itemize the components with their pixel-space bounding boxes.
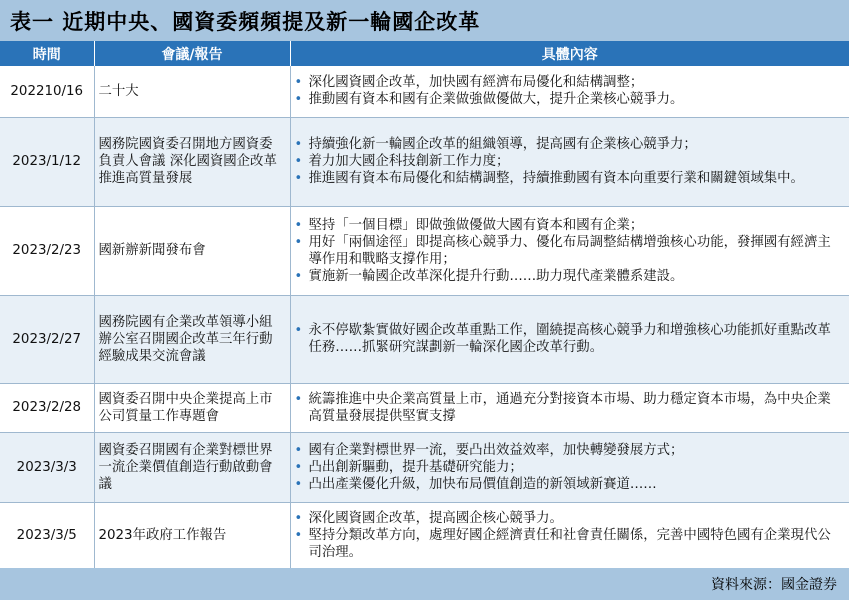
bullet-icon: •: [294, 268, 303, 284]
list-item: • 永不停歇紮實做好國企改革重點工作，圍繞提高核心競爭力和增強核心功能抓好重點改革任務……抓緊研究謀劃新一輪深化國企改革行動。: [294, 323, 831, 355]
bullet-icon: •: [294, 137, 303, 152]
list-item: • 持續強化新一輪國企改革的組織領導，提高國有企業核心競爭力；: [294, 137, 697, 152]
bullet-icon: •: [294, 217, 303, 233]
row-meeting: 國資委召開國有企業對標世界一流企業價值創造行動啟動會議: [94, 432, 290, 502]
list-item: • 國有企業對標世界一流，要凸出效益效率，加快轉變發展方式；: [294, 442, 684, 458]
bullet-icon: •: [294, 391, 303, 407]
row-content: [290, 206, 849, 295]
row-content: [290, 502, 849, 568]
bullet-icon: •: [294, 476, 303, 492]
table-row: [0, 295, 849, 383]
row-date: 2023/3/5: [0, 502, 94, 568]
row-date: 2023/1/12: [0, 117, 94, 206]
table-container: [0, 41, 849, 569]
row-meeting: 二十大: [94, 66, 290, 117]
reform-table: [0, 41, 849, 569]
list-item: • 深化國資國企改革，提高國企核心競爭力。: [294, 510, 563, 526]
table-row: [0, 117, 849, 206]
source-note: 資料來源：國金證券: [711, 577, 837, 593]
row-meeting: 國新辦新聞發布會: [94, 206, 290, 295]
row-content: [290, 66, 849, 117]
list-item: • 用好「兩個途徑」即提高核心競爭力、優化布局調整結構增強核心功能，發揮國有經濟主導作用和戰略支撐作用；: [294, 234, 831, 267]
list-item: • 凸出產業優化升級，加快布局價值創造的新領域新賽道……: [294, 476, 657, 492]
list-item: • 堅持「一個目標」即做強做優做大國有資本和國有企業；: [294, 217, 644, 233]
table-row: [0, 66, 849, 117]
bullet-icon: •: [294, 510, 303, 526]
footer-bar: [0, 568, 849, 600]
table-row: [0, 432, 849, 502]
row-content: [290, 383, 849, 432]
bullet-icon: •: [294, 442, 303, 458]
row-content: [290, 432, 849, 502]
list-item: • 實施新一輪國企改革深化提升行動……助力現代產業體系建設。: [294, 268, 684, 284]
list-item: • 推進國有資本布局優化和結構調整，持續推動國有資本向重要行業和關鍵領域集中。: [294, 171, 804, 186]
row-meeting: 國務院國有企業改革領導小組辦公室召開國企改革三年行動經驗成果交流會議: [94, 295, 290, 383]
row-date: 2023/2/27: [0, 295, 94, 383]
title-bar: [0, 0, 849, 41]
row-meeting: 國務院國資委召開地方國資委負責人會議 深化國資國企改革推進高質量發展: [94, 117, 290, 206]
bullet-icon: •: [294, 459, 303, 475]
bullet-icon: •: [294, 527, 303, 543]
row-meeting: 國資委召開中央企業提高上市公司質量工作專題會: [94, 383, 290, 432]
row-date: 2023/3/3: [0, 432, 94, 502]
table-row: [0, 502, 849, 568]
row-date: 2023/2/28: [0, 383, 94, 432]
header-content: 具體內容: [290, 41, 849, 66]
header-date: 時間: [0, 41, 94, 66]
bullet-icon: •: [294, 154, 303, 169]
row-date: 202210/16: [0, 66, 94, 117]
page-title: 表一 近期中央、國資委頻頻提及新一輪國企改革: [10, 8, 481, 34]
table-row: [0, 206, 849, 295]
list-item: • 着力加大國企科技創新工作力度；: [294, 154, 510, 169]
bullet-icon: •: [294, 171, 303, 186]
bullet-icon: •: [294, 234, 303, 250]
list-item: • 凸出創新驅動，提升基礎研究能力；: [294, 459, 523, 475]
row-content: [290, 117, 849, 206]
list-item: • 堅持分類改革方向，處理好國企經濟責任和社會責任關係，完善中國特色國有企業現代公司治理。: [294, 527, 831, 560]
list-item: • 統籌推進中央企業高質量上市，通過充分對接資本市場、助力穩定資本市場，為中央企業高質量發展提供堅實支撐: [294, 391, 831, 424]
header-row: [0, 41, 849, 66]
header-meeting: 會議/報告: [94, 41, 290, 66]
row-date: 2023/2/23: [0, 206, 94, 295]
row-content: [290, 295, 849, 383]
bullet-icon: •: [294, 92, 303, 108]
table-row: [0, 383, 849, 432]
list-item: • 深化國資國企改革，加快國有經濟布局優化和結構調整；: [294, 75, 644, 91]
bullet-icon: •: [294, 323, 303, 338]
list-item: • 推動國有資本和國有企業做強做優做大，提升企業核心競爭力。: [294, 92, 684, 108]
row-meeting: 2023年政府工作報告: [94, 502, 290, 568]
bullet-icon: •: [294, 75, 303, 91]
